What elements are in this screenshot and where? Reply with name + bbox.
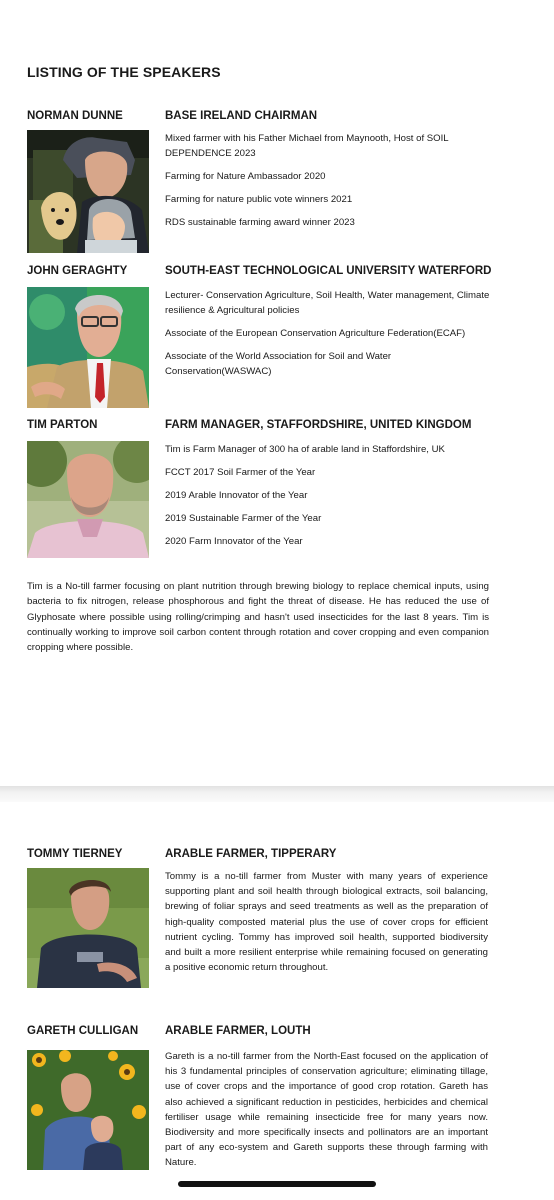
home-indicator[interactable] (178, 1181, 376, 1187)
speaker-photo-john-geraghty (27, 287, 149, 408)
speaker-photo-tommy-tierney (27, 868, 149, 988)
speaker-details-tim-parton (165, 442, 500, 549)
speaker-name-norman-dunne: NORMAN DUNNE (27, 110, 123, 122)
detail-line: Lecturer- Conservation Agriculture, Soil Health, Water management, Climate resilience & Agricultural policies (165, 290, 490, 316)
speaker-photo-gareth-culligan (27, 1050, 149, 1170)
page-separator (0, 786, 554, 802)
speaker-role-tim-parton: FARM MANAGER, STAFFORDSHIRE, UNITED KINGDOM (165, 419, 472, 431)
detail-line: 2019 Sustainable Farmer of the Year (165, 513, 322, 524)
detail-line: Associate of the World Association for Soil and Water Conservation(WASWAC) (165, 351, 392, 377)
page-title: LISTING OF THE SPEAKERS (27, 64, 221, 80)
speaker-name-tommy-tierney: TOMMY TIERNEY (27, 848, 123, 860)
detail-line: Mixed farmer with his Father Michael from Maynooth, Host of SOIL DEPENDENCE 2023 (165, 133, 449, 159)
speaker-bio-tommy-tierney: Tommy is a no-till farmer from Muster with many years of experience supporting plant and soil health through biological extracts, soil balancing, brewing of foliar sprays and seed treatments as well as the preparation of high-quality composted material plus the use of cover crops for efficient nutrient cycling. Tommy has improved soil health, supported biodiversity and built a more resilient enterprise while remaining focused on generating a positive economic return throughout. (165, 871, 488, 974)
detail-line: Associate of the European Conservation Agriculture Federation(ECAF) (165, 328, 466, 339)
detail-line: Farming for nature public vote winners 2021 (165, 194, 353, 205)
speaker-role-john-geraghty: SOUTH-EAST TECHNOLOGICAL UNIVERSITY WATERFORD (165, 265, 492, 277)
detail-line: FCCT 2017 Soil Farmer of the Year (165, 467, 316, 478)
detail-line: RDS sustainable farming award winner 2023 (165, 217, 355, 228)
speaker-photo-tim-parton (27, 441, 149, 558)
speaker-name-gareth-culligan: GARETH CULLIGAN (27, 1025, 139, 1037)
speaker-details-norman-dunne (165, 131, 500, 230)
speaker-bio-tim-parton: Tim is a No-till farmer focusing on plant nutrition through brewing biology to replace chemical inputs, using bacteria to fix nitrogen, release phosphorous and fight the threat of disease. He has reduced the use of Glyphosate where possible using rolling/crimping and hasn't used insecticides for the last 8 years. Tim is continually working to improve soil carbon content through rotation and cover cropping and even companion cropping where possible. (27, 581, 489, 654)
detail-line: Tim is Farm Manager of 300 ha of arable land in Staffordshire, UK (165, 444, 445, 455)
speaker-role-tommy-tierney: ARABLE FARMER, TIPPERARY (165, 848, 337, 860)
speaker-details-john-geraghty (165, 288, 500, 379)
speaker-role-gareth-culligan: ARABLE FARMER, LOUTH (165, 1025, 311, 1037)
speaker-name-tim-parton: TIM PARTON (27, 419, 98, 431)
detail-line: 2019 Arable Innovator of the Year (165, 490, 308, 501)
speaker-photo-norman-dunne (27, 130, 149, 253)
detail-line: 2020 Farm Innovator of the Year (165, 536, 303, 547)
speaker-bio-gareth-culligan: Gareth is a no-till farmer from the North-East focused on the application of his 3 fundamental principles of conservation agriculture; eliminating tillage, use of cover crops and the importance of good crop rotation. Gareth has also achieved a significant reduction in pesticides, herbicides and chemical fertiliser usage while remaining insecticide free for many years now. Biodiversity and more specifically insects and pollinators are an important part of any eco-system and Gareth supports these through farming with Nature. (165, 1051, 488, 1169)
speaker-name-john-geraghty: JOHN GERAGHTY (27, 265, 128, 277)
detail-line: Farming for Nature Ambassador 2020 (165, 171, 326, 182)
speaker-role-norman-dunne: BASE IRELAND CHAIRMAN (165, 110, 318, 122)
